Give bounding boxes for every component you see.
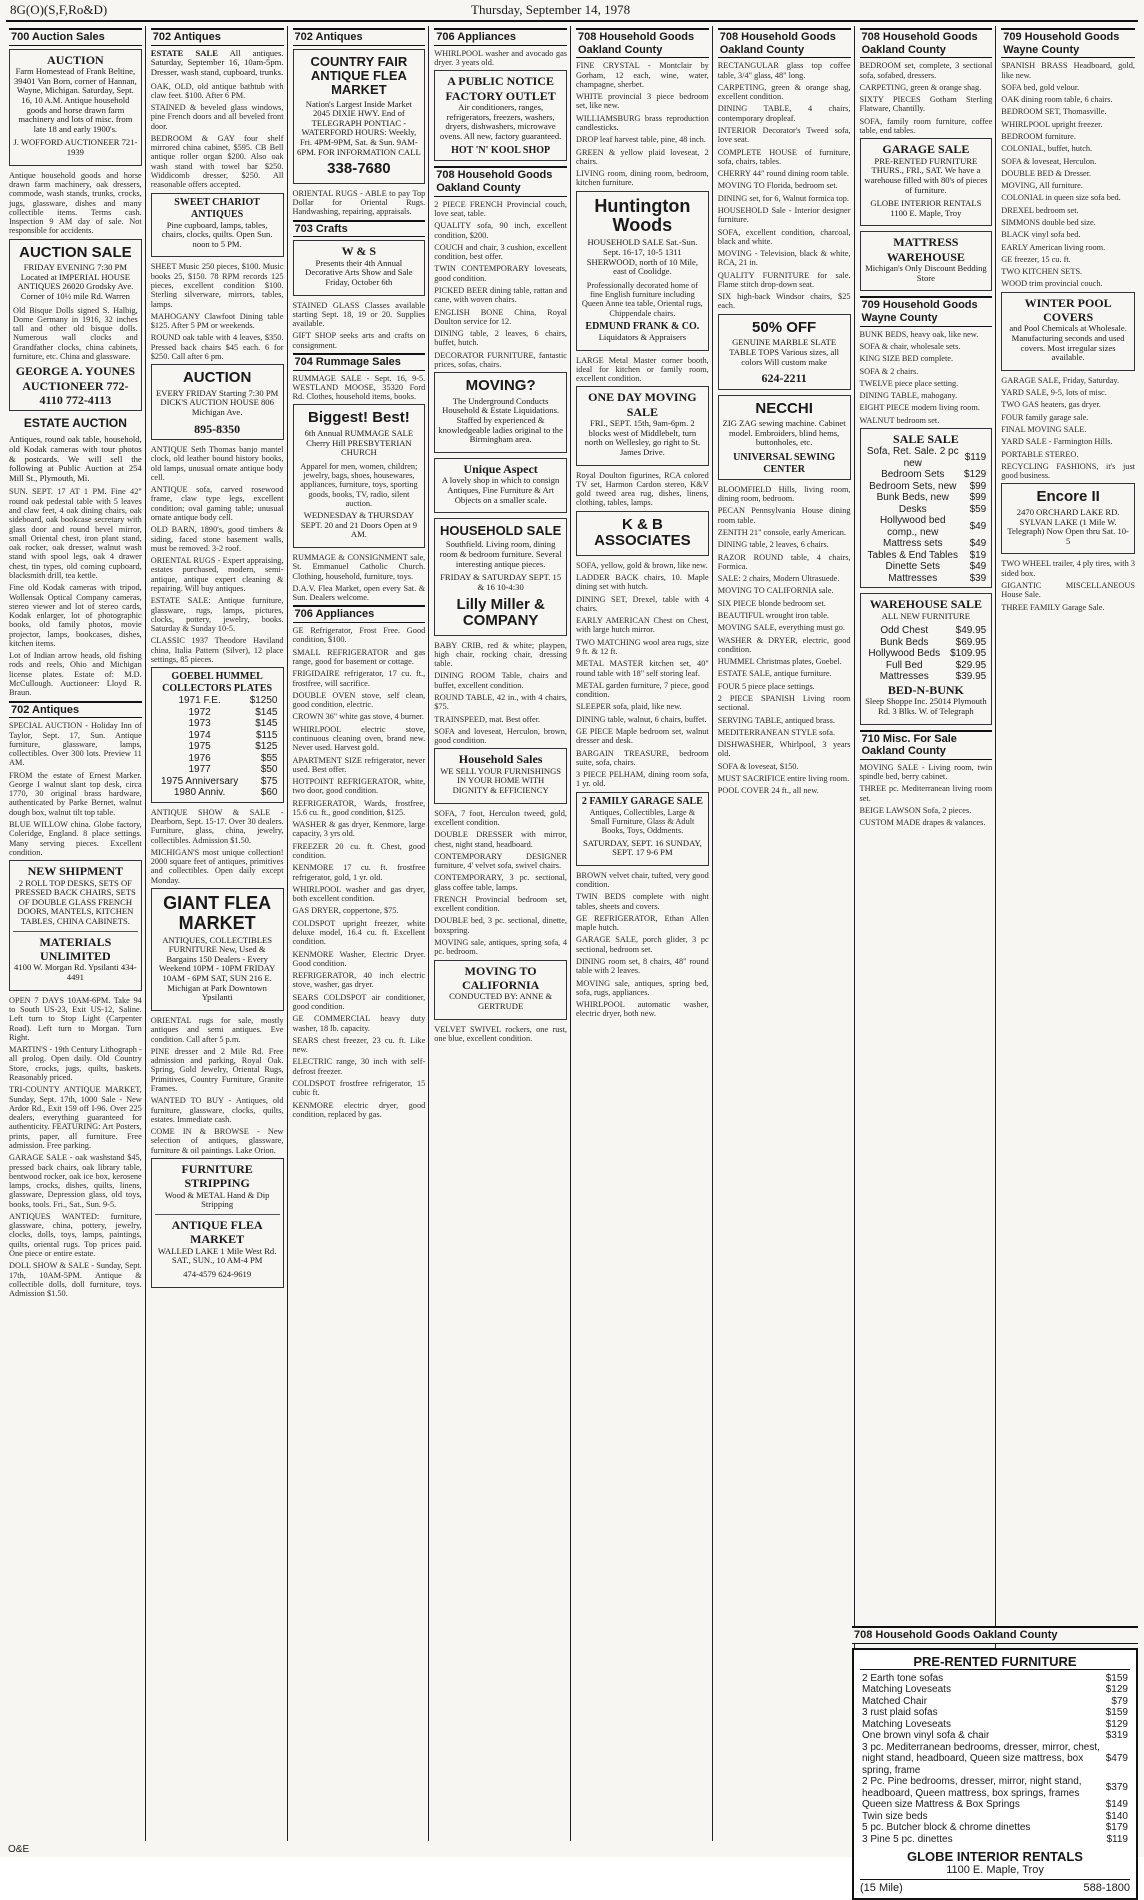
auction-sale-ad: AUCTION SALE FRIDAY EVENING 7:30 PM Located at IMPERIAL HOUSE ANTIQUES 26020 Grodsky Ave. Corner of 10½ mile Rd. Warren Old Bisque Dolls signed S. Halbig, Dome Germany in 1916, 32 inches tall and other old bisque dolls. Numerous wall clocks and Grandfather clocks, china cabinets, furniture, etc. China and glassware. GEORGE A. YOUNES AUCTIONEER 772-4110 772-4113: [9, 239, 142, 412]
ad-body: Nation's Largest Inside Market 2045 DIXIE HWY. End of TELEGRAPH PONTIAC - WATERFORD HOURS: Weekly, Fri. 4PM-9PM, Sat. & Sun. 9AM-6PM. FOR INFORMATION CALL: [297, 98, 421, 157]
ad-contact: J. WOFFORD AUCTIONEER 721-1939: [13, 137, 138, 158]
item-name: 2 Earth tone sofas: [862, 1672, 944, 1684]
item-name: Hollywood bed comp., new: [879, 515, 946, 538]
ad-title: NEW SHIPMENT: [27, 864, 124, 879]
ad-contact: GEORGE A. YOUNES AUCTIONEER 772-4110 772-4113: [15, 364, 135, 408]
ad-title: MOVING TO CALIFORNIA: [461, 963, 540, 992]
item-name: Dinette Sets: [885, 561, 940, 573]
factory-outlet-ad: [434, 70, 567, 161]
column-3: 702 Antiques COUNTRY FAIR ANTIQUE FLEA MARKET Nation's Largest Inside Market 2045 DIXIE HWY. End of TELEGRAPH PONTIAC - WATERFORD HOURS: Weekly, Fri. 4PM-9PM, Sat. & Sun. 9AM-6PM. FOR INFORMATION CALL 338-7680 ORIENTAL RUGS - ABLE to pay Top Dollar for Oriental Rugs. Handwashing, repairing, appraisals. 703 Crafts W & S Presents their 4th Annual Decorative Arts Show and Sale Friday, October 6th STAINED GLASS Classes available starting Sept. 18, 19 or 20. Supplies available. GIFT SHOP seeks arts and crafts on consignment. 704 Rummage Sales RUMMAGE SALE - Sept. 16, 9-5. WESTLAND MOOSE, 35320 Ford Rd. Clothes, household items, books. Biggest! Best! 6th Annual RUMMAGE SALE Cherry Hill PRESBYTERIAN CHURCH Apparel for men, women, children; jewelry, bags, shoes, housewares, appliances, furniture, toys, sporting goods, books, TV, radio, silent auction. WEDNESDAY & THURSDAY SEPT. 20 and 21 Doors Open at 9 AM. RUMMAGE & CONSIGNMENT sale, St. Emmanuel Catholic Church. Clothing, household, furniture, toys. D.A.V. Flea Market, open every Sat. & Sun. Dealers welcome. 706 Appliances GE Refrigerator, Frost Free. Good condition, $100. SMALL REFRIGERATOR and gas range, good for basement or cottage. FRIGIDAIRE refrigerator, 17 cu. ft., frostfree, will sacrifice. DOUBLE OVEN stove, self clean, good condition, electric. CROWN 36" white gas stove, 4 burner. WHIRLPOOL electric stove, continuous cleaning oven, brand new. Never used. Harvest gold. APARTMENT SIZE refrigerator, never used. Best offer. HOTPOINT REFRIGERATOR, white, two door, good condition. REFRIGERATOR, Wards, frostfree, 15.6 cu. ft., good condition, $125. WASHER & gas dryer, Kenmore, large capacity, 3 yrs old. FREEZER 20 cu. ft. Chest, good condition. KENMORE 17 cu. ft. frostfree refrigerator, gold, 1 yr. old. WHIRLPOOL washer and gas dryer, both excellent condition. GAS DRYER, coppertone, $75. COLDSPOT upright freezer, white deluxe model, 16.4 cu. ft. Excellent condition. KENMORE Washer, Electric Dryer. Good condition. REFRIGERATOR, 40 inch electric stove, washer, gas dryer. SEARS COLDSPOT air conditioner, good condition. GE COMMERCIAL heavy duty washer, 18 lb. capacity. SEARS chest freezer, 23 cu. ft. Like new. ELECTRIC range, 30 inch with self-defrost freezer. COLDSPOT frostfree refrigerator, 15 cubic ft. KENMORE electric dryer, good condition, replaced by gas.: [290, 26, 430, 1841]
ad-title: 2 FAMILY GARAGE SALE: [581, 795, 703, 807]
item-name: Matching Loveseats: [862, 1718, 951, 1730]
item-price: $19: [969, 549, 987, 561]
price-row: [860, 1730, 1130, 1742]
ad-title: WINTER POOL COVERS: [1024, 295, 1112, 325]
item-name: 3 Pine 5 pc. dinettes: [862, 1833, 953, 1845]
item-name: Twin size beds: [862, 1810, 928, 1822]
item-name: Queen size Mattress & Box Springs: [862, 1799, 1020, 1811]
item-price: $49: [969, 561, 987, 573]
household-sale-ad: [434, 518, 567, 635]
sale-sale-ad: [860, 428, 993, 588]
price-row: [864, 648, 989, 660]
globe-garage-sale-ad: [860, 138, 993, 226]
ad-title: MATTRESS WAREHOUSE: [886, 235, 965, 264]
price-row: [860, 1834, 1130, 1846]
item-price: $60: [260, 787, 278, 799]
item-name: Mattresses: [879, 671, 929, 683]
hummel-plates-ad: [151, 667, 284, 803]
price-row: [864, 625, 989, 637]
item-name: Mattresses: [888, 572, 938, 584]
classified-columns: [6, 26, 1138, 1841]
price-row: [860, 1673, 1130, 1685]
item-price: $75: [260, 775, 278, 787]
ad-body: FRIDAY EVENING 7:30 PM Located at IMPERIAL HOUSE ANTIQUES 26020 Grodsky Ave. Corner of 10½ mile Rd. Warren: [17, 262, 134, 301]
new-shipment-ad: [9, 860, 142, 991]
ad-body: 2470 ORCHARD LAKE RD. SYLVAN LAKE (1 Mile W. Telegraph) Now Open thru Sat. 10-5: [1007, 506, 1129, 546]
ad-title: AUCTION: [47, 52, 104, 67]
ad-body: Wood & METAL Hand & Dip Stripping: [164, 1189, 270, 1210]
pre-rented-furniture-section: [852, 1624, 1138, 1900]
item-name: Odd Chest: [880, 625, 929, 637]
ad-body: HOUSEHOLD SALE Sat.-Sun. Sept. 16-17, 10-5 1311 SHERWOOD, north of 10 Mile, east of Coolidge.: [586, 237, 698, 277]
ad-body: Presents their 4th Annual Decorative Arts Show and Sale Friday, October 6th: [305, 257, 413, 287]
item-price: $129: [964, 469, 987, 481]
pre-rented-price-table: [860, 1673, 1130, 1846]
item-price: $109.95: [950, 648, 987, 660]
item-price: $159: [1105, 1707, 1128, 1719]
ad-phone: 895-8350: [194, 421, 241, 436]
ad-body: Farm Homestead of Frank Beltine, 39401 Van Born, corner of Hannan, Wayne, Michigan. Saturday, Sept. 16, 10 A.M. Antique household goods and horse drawn farm machinery and lots of misc. from late 18 and early 1900's.: [14, 66, 137, 134]
section-heading: 709 Household Goods Wayne County: [860, 296, 993, 326]
price-row: [155, 753, 280, 765]
ad-phone: 474-4579 624-9619: [183, 1268, 252, 1279]
column-5: 708 Household Goods Oakland County FINE CRYSTAL - Montclair by Gorham, 12 each, wine, water, champagne, sherbet. WHITE provincial 3 piece bedroom set, like new. WILLIAMSBURG brass reproduction candlesticks. DROP leaf harvest table, pine, 48 inch. GREEN & yellow plaid loveseat, 2 chairs. LIVING room, dining room, bedroom, kitchen furniture. Huntington Woods HOUSEHOLD SALE Sat.-Sun. Sept. 16-17, 10-5 1311 SHERWOOD, north of 10 Mile, east of Coolidge. Professionally decorated home of fine English furniture including Queen Anne tea table, Oriental rugs, Chippendale chairs. EDMUND FRANK & CO. Liquidators & Appraisers LARGE Metal Master corner booth, ideal for kitchen or family room, excellent condition. ONE DAY MOVING SALE FRI., SEPT. 15th, 9am-6pm. 2 blocks west of Middlebelt, turn north on Wellesley, go right to St. James Drive. Royal Doulton figurines, RCA colored TV set, Harmon Cardon stereo, K&V gold tweed area rug, dishes, linens, clothing, tables, lamps. K & B ASSOCIATES SOFA, yellow, gold & brown, like new. LADDER BACK chairs, 10. Maple dining set with hutch. DINING SET, Drexel, table with 4 chairs. EARLY AMERICAN Chest on Chest, with large hutch mirror. TWO MATCHING wool area rugs, size 9 ft. & 12 ft. METAL MASTER kitchen set, 40" round table with 18" self storing leaf. METAL garden furniture, 7 piece, good condition. SLEEPER sofa, plaid, like new. DINING table, walnut, 6 chairs, buffet. GE PIECE Maple bedroom set, walnut dresser and desk. BARGAIN TREASURE, bedroom suite, sofa, chairs. 3 PIECE PELHAM, dining room sofa, 1 yr. old. 2 FAMILY GARAGE SALE Antiques, Collectibles, Large & Small Furniture, Glass & Adult Books, Toys, Oddments. SATURDAY, SEPT. 16 SUNDAY, SEPT. 17 9-6 PM BROWN velvet chair, tufted, very good condition. TWIN BEDS complete with night tables, sheets and covers. GE REFRIGERATOR, Ethan Allen maple hutch. GARAGE SALE, porch glider, 3 pc sectional, bedroom set. DINING room set, 8 chairs, 48" round table with 2 leaves. MOVING sale, antiques, spring bed, sofa, rugs, appliances. WHIRLPOOL automatic washer, electric dryer, both new.: [573, 26, 713, 1841]
ad-title: HOUSEHOLD SALE: [439, 523, 562, 539]
item-price: $39.95: [955, 671, 987, 683]
moving-california-ad: [434, 960, 567, 1020]
item-name: Sofa, Ret. Sale. 2 pc new: [866, 446, 959, 469]
item-name: Bunk Beds: [880, 636, 929, 648]
ad-store: UNIVERSAL SEWING CENTER: [733, 451, 836, 475]
price-row: [860, 1742, 1130, 1777]
ad-dates: FRIDAY & SATURDAY SEPT. 15 & 16 10-4:30: [440, 572, 562, 592]
ad-body: The Underground Conducts Household & Estate Liquidations. Staffed by experienced & knowledgeable ladies original to the Birmingham area.: [438, 395, 563, 445]
ad-company: Lilly Miller & COMPANY: [456, 595, 545, 630]
ad-company: EDMUND FRANK & CO.: [585, 320, 700, 332]
ad-phone: 338-7680: [327, 160, 391, 178]
ad-body: 2 ROLL TOP DESKS, SETS OF PRESSED BACK CHAIRS, SETS OF DOUBLE GLASS FRENCH DOORS, MANTELS, KITCHEN TABLES, CHINA CABINETS.: [14, 877, 136, 927]
item-price: $115: [255, 729, 278, 741]
item-price: $129: [1105, 1718, 1128, 1730]
item-price: $55: [260, 752, 278, 764]
ad-subtitle: ALL NEW FURNITURE: [881, 610, 971, 621]
item-name: 3 rust plaid sofas: [862, 1707, 938, 1719]
price-row: [864, 561, 989, 573]
section-heading: 709 Household Goods Wayne County: [1001, 28, 1135, 58]
ad-title: WAREHOUSE SALE: [869, 597, 983, 612]
item-name: 3 pc. Mediterranean bedrooms, dresser, mirror, chest, night stand, headboard, Queen size mattress, box spring, frame: [862, 1741, 1100, 1776]
item-price: $179: [1105, 1822, 1128, 1834]
price-row: [860, 1719, 1130, 1731]
ad-title: Household Sales: [458, 752, 543, 767]
ad-body: PRE-RENTED FURNITURE THURS., FRI., SAT. We have a warehouse filled with 80's of pieces of furniture.: [864, 155, 988, 195]
item-name: Bedroom Sets, new: [869, 480, 957, 492]
section-heading: 706 Appliances: [434, 28, 567, 46]
item-price: $479: [1105, 1753, 1128, 1765]
section-heading: 708 Household Goods Oakland County: [718, 28, 851, 58]
column-4: 706 Appliances WHIRLPOOL washer and avocado gas dryer. 3 years old. A PUBLIC NOTICE FACTORY OUTLET Air conditioners, ranges, refrigerators, freezers, washers, dryers, dishwashers, microwave ovens. All new, factory guaranteed. HOT 'N' KOOL SHOP 708 Household Goods Oakland County 2 PIECE FRENCH Provincial couch, love seat, table. QUALITY sofa, 90 inch, excellent condition, $200. COUCH and chair, 3 cushion, excellent condition, best offer. TWIN CONTEMPORARY loveseats, good condition. PICKED BEER dining table, rattan and cane, with woven chairs. ENGLISH BONE China, Royal Doulton service for 12. DINING table, 2 leaves, 6 chairs, buffet, hutch. DECORATOR FURNITURE, fantastic prices, sofas, chairs. MOVING? The Underground Conducts Household & Estate Liquidations. Staffed by experienced & knowledgeable ladies original to the Birmingham area. Unique Aspect A lovely shop in which to consign Antiques, Fine Furniture & Art Objects on a smaller scale. HOUSEHOLD SALE Southfield. Living room, dining room & bedroom furniture. Several interesting antique pieces. FRIDAY & SATURDAY SEPT. 15 & 16 10-4:30 Lilly Miller & COMPANY BABY CRIB, red & white; playpen, high chair, rocking chair, dressing table. DINING ROOM Table, chairs and buffet, excellent condition. ROUND TABLE, 42 in., with 4 chairs, $75. TRAINSPEED, mat. Best offer. SOFA and loveseat, Herculon, brown, good condition. Household Sales WE SELL YOUR FURNISHINGS IN YOUR HOME WITH DIGNITY & EFFICIENCY SOFA, 7 foot, Herculon tweed, gold, excellent condition. DOUBLE DRESSER with mirror, chest, night stand, headboard. CONTEMPORARY DESIGNER furniture, 4' velvet sofa, swivel chairs. CONTEMPORARY, 3 pc. sectional, glass coffee table, lamps. FRENCH Provincial bedroom set, excellent condition. DOUBLE bed, 3 pc. sectional, dinette, boxspring. MOVING sale, antiques, spring sofa, 4 pc. bedroom. MOVING TO CALIFORNIA CONDUCTED BY: ANNE & GERTRUDE VELVET SWIVEL rockers, one rust, one blue, excellent condition.: [431, 26, 571, 1841]
furniture-stripping-ad: [151, 1158, 284, 1288]
item-price: $119: [964, 452, 987, 464]
section-heading: 702 Antiques: [293, 28, 426, 46]
item-price: $79: [1111, 1695, 1128, 1707]
ad-title: K & B ASSOCIATES: [594, 515, 691, 550]
column-8: 709 Household Goods Wayne County SPANISH BRASS Headboard, gold, like new. SOFA bed, gold velour. OAK dining room table, 6 chairs. BEDROOM SET, Thomasville. WHIRLPOOL upright freezer. BEDROOM furniture. COLONIAL, buffet, hutch. SOFA & loveseat, Herculon. DOUBLE BED & Dresser. MOVING, All furniture. COLONIAL in queen size sofa bed. DREXEL bedroom set. SIMMONS double bed size. BLACK vinyl sofa bed. EARLY American living room. GE freezer, 15 cu. ft. TWO KITCHEN SETS. WOOD trim provincial couch. WINTER POOL COVERS and Pool Chemicals at Wholesale. Manufacturing seconds and used covers. Most irregular sizes available. GARAGE SALE, Friday, Saturday. YARD SALE, 9-5, lots of misc. TWO GAS heaters, gas dryer. FOUR family garage sale. FINAL MOVING SALE. YARD SALE - Farmington Hills. PORTABLE STEREO. RECYCLING FASHIONS, it's just good business. Encore II 2470 ORCHARD LAKE RD. SYLVAN LAKE (1 Mile W. Telegraph) Now Open thru Sat. 10-5 TWO WHEEL trailer, 4 ply tires, with 3 sided box. GIGANTIC MISCELLANEOUS House Sale. THREE FAMILY Garage Sale.: [998, 26, 1138, 1841]
rummage-sale-ad: Biggest! Best! 6th Annual RUMMAGE SALE Cherry Hill PRESBYTERIAN CHURCH Apparel for men, women, children; jewelry, bags, shoes, housewares, appliances, furniture, toys, sporting goods, books, TV, radio, silent auction. WEDNESDAY & THURSDAY SEPT. 20 and 21 Doors Open at 9 AM.: [293, 404, 426, 548]
ad-text: All antiques. Saturday, September 16, 10am-5pm. Dresser, wash stand, cupboard, trunks.: [150, 47, 284, 77]
item-price: $319: [1105, 1730, 1128, 1742]
ad-title: Huntington Woods: [594, 195, 691, 236]
item-name: Hollywood Beds: [868, 648, 941, 660]
item-name: Bunk Beds, new: [876, 492, 949, 504]
item-price: $119: [1106, 1833, 1128, 1845]
item-price: $149: [1105, 1799, 1128, 1811]
price-row: [155, 730, 280, 742]
item-name: 1976: [188, 752, 211, 764]
two-family-garage-sale-ad: 2 FAMILY GARAGE SALE Antiques, Collectibles, Large & Small Furniture, Glass & Adult Books, Toys, Oddments. SATURDAY, SEPT. 16 SUNDAY, SEPT. 17 9-6 PM: [576, 792, 709, 866]
ad-footer-line: [860, 1879, 1130, 1894]
price-row: [864, 637, 989, 649]
ad-title: NECCHI: [755, 399, 813, 417]
item-name: 1980 Anniv.: [173, 787, 226, 799]
ad-body: EVERY FRIDAY Starting 7:30 PM DICK'S AUCTION HOUSE 806 Michigan Ave.: [156, 387, 279, 418]
price-row: [155, 787, 280, 799]
ad-title: A PUBLIC NOTICE FACTORY OUTLET: [445, 74, 556, 103]
item-name: 1972: [188, 706, 211, 718]
ad-body: Southfield. Living room, dining room & bedroom furniture. Several interesting antique pieces.: [439, 539, 562, 569]
price-row: [864, 660, 989, 672]
price-row: [864, 492, 989, 504]
necchi-ad: [718, 395, 851, 480]
price-row: [864, 469, 989, 481]
auction-ad: [9, 49, 142, 166]
one-day-moving-sale-ad: [576, 386, 709, 465]
ad-body: WALLED LAKE 1 Mile West Rd. SAT., SUN., 10 AM-4 PM: [157, 1245, 277, 1266]
ad-location-note: (15 Mile): [860, 1882, 903, 1895]
ad-phone: 588-1800: [1083, 1882, 1130, 1895]
item-price: $129: [1105, 1684, 1128, 1696]
ad-title: Unique Aspect: [463, 461, 538, 476]
ad-address: 4100 W. Morgan Rd. Ypsilanti 434-4491: [14, 962, 137, 983]
item-price: $69.95: [955, 636, 987, 648]
ad-phone: 624-2211: [761, 371, 807, 386]
warehouse-sale-ad: [860, 593, 993, 724]
item-price: $1250: [249, 695, 278, 707]
price-row: [864, 573, 989, 585]
huntington-woods-ad: Huntington Woods HOUSEHOLD SALE Sat.-Sun. Sept. 16-17, 10-5 1311 SHERWOOD, north of 10 Mile, east of Coolidge. Professionally decorated home of fine English furniture including Queen Anne tea table, Oriental rugs, Chippendale chairs. EDMUND FRANK & CO. Liquidators & Appraisers: [576, 191, 709, 351]
ad-title: PRE-RENTED FURNITURE: [860, 1654, 1130, 1670]
item-name: 1974: [188, 729, 211, 741]
warehouse-price-table: [864, 625, 989, 683]
section-heading: 708 Household Goods Oakland County: [576, 28, 709, 58]
ad-body: GENUINE MARBLE SLATE TABLE TOPS Various sizes, all colors Will custom make: [729, 337, 840, 367]
price-row: [864, 671, 989, 683]
item-price: $39: [969, 572, 987, 584]
price-row: [155, 741, 280, 753]
ad-title: Biggest! Best!: [308, 409, 410, 427]
ad-body: ZIG ZAG sewing machine. Cabinet model. Embroiders, blind hems, buttonholes, etc.: [722, 418, 846, 448]
ad-company-sub: Liquidators & Appraisers: [598, 331, 687, 342]
price-row: [860, 1707, 1130, 1719]
ad-heading: ESTATE AUCTION: [23, 416, 127, 431]
item-price: $145: [255, 718, 278, 730]
ad-store: BED-N-BUNK: [887, 682, 964, 697]
column-6: 708 Household Goods Oakland County RECTANGULAR glass top coffee table, 3/4" glass, 48" long. CARPETING, green & orange shag, excellent condition. DINING TABLE, 4 chairs, contemporary dropleaf. INTERIOR Decorator's Tweed sofa, love seat. COMPLETE HOUSE of furniture, sofa, chairs, tables. CHERRY 44" round dining room table. MOVING TO Florida, bedroom set. DINING set, for 6, Walnut formica top. HOUSEHOLD Sale - Interior designer furniture. SOFA, excellent condition, charcoal, black and white. MOVING - Television, black & white, RCA, 21 in. QUALITY FURNITURE for sale. Flame stitch drop-down seat. SIX high-back Windsor chairs, $25 each. 50% OFF GENUINE MARBLE SLATE TABLE TOPS Various sizes, all colors Will custom make 624-2211 NECCHI ZIG ZAG sewing machine. Cabinet model. Embroiders, blind hems, buttonholes, etc. UNIVERSAL SEWING CENTER BLOOMFIELD Hills, living room, dining room, bedroom. PECAN Pennsylvania House dining room table. ZENITH 21" console, early American. DINING table, 2 leaves, 6 chairs. RAZOR ROUND table, 4 chairs, Formica. SALE: 2 chairs, Modern Ultrasuede. MOVING TO CALIFORNIA sale. SIX PIECE blonde bedroom set. BEAUTIFUL wrought iron table. MOVING SALE, everything must go. WASHER & DRYER, electric, good condition. HUMMEL Christmas plates, Goebel. ESTATE SALE, antique furniture. FOUR 5 piece place settings. 2 PIECE SPANISH Living room sectional. SERVING TABLE, antiqued brass. MEDITERRANEAN STYLE sofa. DISHWASHER, Whirlpool, 3 years old. SOFA & loveseat, $150. MUST SACRIFICE entire living room. POOL COVER 24 ft., all new.: [715, 26, 855, 1841]
ad-title: Encore II: [1036, 488, 1100, 506]
item-name: 1973: [188, 718, 211, 730]
ad-body: Antiques, round oak table, household, old Kodak cameras with tour photos & postcards. We will sell the following at Public Auction at 254 Mill St., Plymouth, Mi.: [9, 434, 142, 483]
ad-store: GLOBE INTERIOR RENTALS 1100 E. Maple, Troy: [870, 198, 982, 218]
item-name: 5 pc. Butcher block & chrome dinettes: [862, 1822, 1031, 1834]
price-row: [860, 1696, 1130, 1708]
ad-store: HOT 'N' KOOL SHOP: [451, 145, 551, 157]
item-price: $49: [969, 521, 987, 533]
ad-address: Sleep Shoppe Inc. 25014 Plymouth Rd. 3 Blks. W. of Telegraph: [865, 696, 987, 716]
section-heading: 710 Misc. For Sale Oakland County: [860, 730, 993, 760]
price-row: [860, 1811, 1130, 1823]
ad-address: 1100 E. Maple, Troy: [946, 1864, 1044, 1877]
section-heading: 708 Household Goods Oakland County: [860, 28, 993, 58]
section-heading: 708 Household Goods Oakland County: [852, 1626, 1138, 1644]
item-name: Desks: [898, 503, 927, 515]
ad-store: MATERIALS UNLIMITED: [39, 934, 112, 964]
item-name: Full Bed: [885, 659, 923, 671]
ad-body: [151, 49, 284, 78]
item-name: Matched Chair: [862, 1695, 928, 1707]
price-row: [155, 718, 280, 730]
price-row: [864, 481, 989, 493]
price-row: [155, 695, 280, 707]
item-price: $49.95: [955, 625, 987, 637]
ad-contact: CONDUCTED BY: ANNE & GERTRUDE: [449, 991, 553, 1011]
ad-title: SALE SALE: [893, 431, 959, 446]
section-heading: 702 Antiques: [151, 28, 284, 46]
ad-title: SWEET CHARIOT ANTIQUES: [174, 196, 260, 220]
ad-title: W & S: [341, 244, 377, 259]
section-heading: 708 Household Goods Oakland County: [434, 166, 567, 196]
ad-title: GARAGE SALE: [882, 142, 970, 157]
price-row: [860, 1684, 1130, 1696]
ad-title: ANTIQUE FLEA MARKET: [171, 1217, 263, 1247]
item-name: 1975 Anniversary: [160, 775, 239, 787]
country-fair-ad: [293, 49, 426, 184]
dicks-auction-ad: [151, 364, 284, 440]
ad-title: GOEBEL HUMMEL COLLECTORS PLATES: [162, 671, 273, 695]
pre-rented-furniture-ad: [852, 1648, 1138, 1900]
item-price: $29.95: [955, 659, 987, 671]
item-price: $379: [1105, 1781, 1128, 1793]
item-name: 1975: [188, 741, 211, 753]
price-row: [155, 707, 280, 719]
encore-ad: [1001, 483, 1135, 554]
item-price: $49: [969, 538, 987, 550]
ad-title: MOVING?: [465, 377, 536, 395]
item-name: 2 Pc. Pine bedrooms, dresser, mirror, night stand, headboard, Queen mattress, box springs, frames: [862, 1776, 1082, 1799]
crafts-show-ad: [293, 240, 426, 295]
item-name: One brown vinyl sofa & chair: [862, 1730, 990, 1742]
ad-dates: SATURDAY, SEPT. 16 SUNDAY, SEPT. 17 9-6 PM: [582, 837, 702, 858]
giant-flea-market-ad: [151, 888, 284, 1011]
price-row: [155, 764, 280, 776]
item-price: $125: [255, 741, 278, 753]
ad-title: COUNTRY FAIR ANTIQUE FLEA MARKET: [310, 53, 408, 98]
winter-pool-covers-ad: [1001, 292, 1135, 371]
item-price: $145: [255, 706, 278, 718]
k-and-b-ad: [576, 511, 709, 556]
ad-title: 50% OFF: [752, 318, 817, 336]
price-row: [864, 515, 989, 538]
item-name: 1977: [188, 764, 211, 776]
price-row: [864, 538, 989, 550]
section-heading: 704 Rummage Sales: [293, 353, 426, 371]
page-header: [6, 4, 1138, 22]
price-row: [155, 776, 280, 788]
ad-body: Air conditioners, ranges, refrigerators, freezers, washers, dryers, dishwashers, microwave ovens. All new, factory guaranteed.: [439, 101, 562, 141]
column-7: 708 Household Goods Oakland County BEDROOM set, complete, 3 sectional sofa, sofabed, dressers. CARPETING, green & orange shag. SIXTY PIECES Gotham Sterling Flatware, Chantilly. SOFA, family room furniture, coffee table, end tables. GARAGE SALE PRE-RENTED FURNITURE THURS., FRI., SAT. We have a warehouse filled with 80's of pieces of furniture. GLOBE INTERIOR RENTALS 1100 E. Maple, Troy MATTRESS WAREHOUSE Michigan's Only Discount Bedding Store 709 Household Goods Wayne County BUNK BEDS, heavy oak, like new. SOFA & chair, wholesale sets. KING SIZE BED complete. SOFA & 2 chairs. TWELVE piece place setting. DINING TABLE, mahogany. EIGHT PIECE modern living room. WALNUT bedroom set. SALE SALE Sofa, Ret. Sale. 2 pc new $119 Bedroom Sets $129 Bedroom Sets, new $99 Bunk Beds, new $99 Desks $59 Hollywood bed comp., new $49 Mattress sets $49 Tables & End Tables $19 Dinette Sets $49 Mattresses $39 WAREHOUSE SALE ALL NEW FURNITURE Odd Chest $49.95 Bunk Beds $69.95 Hollywood Beds $109.95 Full Bed $29.95 Mattresses $39.95 BED-N-BUNK Sleep Shoppe Inc. 25014 Plymouth Rd. 3 Blks. W. of Telegraph 710 Misc. For Sale Oakland County MOVING SALE - Living room, twin spindle bed, berry cabinet. THREE pc. Mediterranean living room set. BEIGE LAWSON Sofa, 2 pieces. CUSTOM MADE drapes & valances.: [857, 26, 997, 1841]
item-name: Mattress sets: [883, 538, 943, 550]
page-footer-mark: O&E: [8, 1844, 30, 1855]
item-price: $159: [1105, 1672, 1128, 1684]
ad-body: FRI., SEPT. 15th, 9am-6pm. 2 blocks west of Middlebelt, turn north on Wellesley, go right to St. James Drive.: [584, 418, 701, 457]
price-row: [864, 550, 989, 562]
page-date: Thursday, September 14, 1978: [471, 2, 631, 17]
ad-body: WE SELL YOUR FURNISHINGS IN YOUR HOME WITH DIGNITY & EFFICIENCY: [440, 765, 562, 796]
ad-title: GIANT FLEA MARKET: [163, 893, 272, 933]
ad-body: ANTIQUES, COLLECTIBLES FURNITURE New, Used & Bargains 150 Dealers - Every Weekend 10PM - 10PM FRIDAY 10AM - 6PM SAT, SUN 216 E. Michigan at Park Downtown Ypsilanti: [158, 934, 276, 1003]
unique-aspect-ad: [434, 458, 567, 513]
item-name: Bedroom Sets: [881, 469, 945, 481]
column-1: 700 Auction Sales AUCTION Farm Homestead of Frank Beltine, 39401 Van Born, corner of Hannan, Wayne, Michigan. Saturday, Sept. 16, 10 A.M. Antique household goods and horse drawn farm machinery and lots of misc. from late 18 and early 1900's. J. WOFFORD AUCTIONEER 721-1939 Antique household goods and horse drawn farm machinery, oak dressers, commode, wash stands, trunks, crocks, jugs, glassware, dishes and many collectible items. Terms cash. Inspection 9 AM day of sale. Not responsible for accidents. AUCTION SALE FRIDAY EVENING 7:30 PM Located at IMPERIAL HOUSE ANTIQUES 26020 Grodsky Ave. Corner of 10½ mile Rd. Warren Old Bisque Dolls signed S. Halbig, Dome Germany in 1916, 32 inches tall and other old bisque dolls. Numerous wall clocks and Grandfather clocks, china cabinets, furniture, etc. China and glassware. GEORGE A. YOUNES AUCTIONEER 772-4110 772-4113 ESTATE AUCTION Antiques, round oak table, household, old Kodak cameras with tour photos & postcards. We will sell the following at Public Auction at 254 Mill St., Plymouth, Mi. SUN. SEPT. 17 AT 1 PM. Fine 42" round oak pedestal table with 5 leaves and claw feet, 4 oak dining chairs, oak sideboard, oak bookcase secretary with glass door and round bevel mirror, small Oriental chest, iron plant stand, oak rocker, oak dresser, walnut wash stand with spool legs, oak 4 drawer chest, tin types, old coming cupboard, blacksmith drill, tea kettle. Fine old Kodak cameras with tripod, Wollensak Optical Company cameras, stereo viewer and lot of stereo cards, Kodak enlarger, lot of photographic books, old family photos, movie projector, lamps, bookcases, dishes, kitchen items. Lot of Indian arrow heads, old fishing rods and reels, Ohio and Michigan license plates. Estate of: M.D. McCullough. Auctioneer: Lloyd R. Braun. 702 Antiques SPECIAL AUCTION - Holiday Inn of Taylor, Sept. 17, Sun. Antique furniture, glassware, lamps, collectibles. Over 300 lots. Preview 11 AM. FROM the estate of Ernest Marker. George I walnut slant top desk, circa 1770, 30 original brass hardware, authenticated by Parke Bernet, walnut dough box, walnut tilt top table. BLUE WILLOW china. Globe factory, Coleridge, England. 8 place settings. Many serving pieces. Excellent condition. NEW SHIPMENT 2 ROLL TOP DESKS, SETS OF PRESSED BACK CHAIRS, SETS OF DOUBLE GLASS FRENCH DOORS, MANTELS, KITCHEN TABLES, CHINA CABINETS. MATERIALS UNLIMITED 4100 W. Morgan Rd. Ypsilanti 434-4491 OPEN 7 DAYS 10AM-6PM. Take 94 to South US-23, Exit US-12, Saline. Left turn to Stop Light (Carpenter Road). Left turn to Morgan. Turn Right. MARTIN'S - 19th Century Lithograph - all prolog. Open daily. Old Country Store, crocks, jugs, quilts, baskets. Reasonably priced. TRI-COUNTY ANTIQUE MARKET, Sunday, Sept. 17th, 1000 Sale - New Ardor Rd., Exit 159 off I-96. Over 225 dealers, everything guaranteed for authenticity. FEATURING: Art Posters, prints, paper, all furniture. Free admission. Free parking. GARAGE SALE - oak washstand $45, pressed back chairs, oak library table, bentwood rocker, oak ice box, kerosene lamps, crocks, dishes, quilts, linens, glassware, Depression glass, old toys, books, tools. Fri., Sat., Sun. 9-5. ANTIQUES WANTED: furniture, glassware, china, pottery, jewelry, clocks, dolls, toys, lamps, paintings, quilts, oriental rugs. Top prices paid. One piece or entire estate. DOLL SHOW & SALE - Sunday, Sept. 17th, 10AM-5PM. Antique & collectible dolls, doll furniture, toys. Admission $1.50.: [6, 26, 146, 1841]
ad-title: ESTATE SALE: [150, 47, 218, 58]
section-heading: 700 Auction Sales: [9, 28, 142, 46]
section-heading: 702 Antiques: [9, 701, 142, 719]
section-heading: 706 Appliances: [293, 605, 426, 623]
item-price: $99: [969, 480, 987, 492]
ad-body: A lovely shop in which to consign Antiques, Fine Furniture & Art Objects on a smaller scale.: [441, 475, 560, 505]
ad-dates: WEDNESDAY & THURSDAY SEPT. 20 and 21 Doors Open at 9 AM.: [300, 510, 418, 540]
hummel-price-table: [155, 695, 280, 799]
mattress-warehouse-ad: [860, 231, 993, 291]
ad-body: Pine cupboard, lamps, tables, chairs, clocks, quilts. Open Sun. noon to 5 PM.: [161, 219, 273, 249]
price-row: [864, 446, 989, 469]
item-price: $50: [260, 764, 278, 776]
item-price: $99: [969, 492, 987, 504]
ad-title: FURNITURE STRIPPING: [181, 1161, 253, 1191]
ad-store: GLOBE INTERIOR RENTALS: [907, 1849, 1083, 1865]
sale-price-table: [864, 446, 989, 584]
price-row: [860, 1776, 1130, 1799]
item-name: Matching Loveseats: [862, 1684, 951, 1696]
item-name: Tables & End Tables: [867, 549, 958, 561]
sweet-chariot-ad: [151, 193, 284, 258]
price-row: [860, 1799, 1130, 1811]
marble-tops-ad: [718, 314, 851, 390]
ad-title: AUCTION SALE: [19, 243, 132, 261]
section-heading: 703 Crafts: [293, 220, 426, 238]
price-row: [860, 1822, 1130, 1834]
item-price: $140: [1105, 1810, 1128, 1822]
ad-body: Michigan's Only Discount Bedding Store: [865, 263, 987, 283]
ad-body: 6th Annual RUMMAGE SALE Cherry Hill PRESBYTERIAN CHURCH: [304, 427, 414, 458]
price-row: [864, 504, 989, 516]
ad-title: AUCTION: [182, 369, 252, 387]
item-name: 1971 F.E.: [178, 695, 221, 707]
household-sales-ad: [434, 748, 567, 803]
ad-title: ONE DAY MOVING SALE: [588, 390, 697, 419]
item-price: $59: [969, 503, 987, 515]
ad-body: and Pool Chemicals at Wholesale. Manufacturing seconds and used covers. Most irregular sizes available.: [1009, 323, 1127, 363]
column-2: 702 Antiques ESTATE SALE All antiques. Saturday, September 16, 10am-5pm. Dresser, wash stand, cupboard, trunks. OAK, OLD, old antique bathtub with claw feet. $100. After 6 PM. STAINED & beveled glass windows, pine French doors and all beveled front door. BEDROOM & GAY four shelf mirrored china cabinet, $595. CB Bell antique roller organ $200. Also oak wash stand with towel bar $250. Widdicomb dresser, $250. All reasonable offers accepted. SWEET CHARIOT ANTIQUES Pine cupboard, lamps, tables, chairs, clocks, quilts. Open Sun. noon to 5 PM. SHEET Music 250 pieces, $100. Music books 25, $150. 78 RPM records 125 pieces, excellent condition $100. Sterling silverware, mirrors, tables, lamps. MAHOGANY Clawfoot Dining table $125. After 5 PM or weekends. ROUND oak table with 4 leaves, $350. Pressed back chairs $45 each. 6 for $250. Call after 6 pm. AUCTION EVERY FRIDAY Starting 7:30 PM DICK'S AUCTION HOUSE 806 Michigan Ave. 895-8350 ANTIQUE Seth Thomas banjo mantel clock, old leather bound history books, old lamps, unusual ornate antique body cell. ANTIQUE sofa, carved rosewood frame, claw type legs, excellent condition; oval gaming table; unusual ornate antique body cell. OLD BARN, 1890's, good timbers & siding, faced stone basement walls, must be removed. 3-2 roof. ORIENTAL RUGS - Expert appraising, estates purchased, modern, semi-antique, antique expert cleaning & repairing. Will buy antiques. ESTATE SALE: Antique furniture, glassware, rugs, lamps, pictures, clocks, pottery, jewelry, books. Saturday & Sunday 10-5. CLASSIC 1937 Theodore Haviland china, Italia Pattern (Silver), 12 place settings, 85 pieces. GOEBEL HUMMEL COLLECTORS PLATES 1971 F.E. $1250 1972 $145 1973 $145 1974 $115 1975 $125 1976 $55 1977 $50 1975 Anniversary $75 1980 Anniv. $60 ANTIQUE SHOW & SALE - Dearborn, Sept. 15-17. Over 30 dealers. Furniture, glass, china, jewelry, collectibles. Admission $1.50. MICHIGAN'S most unique collection! 2000 square feet of antiques, primitives and collectibles. Open daily except Monday. GIANT FLEA MARKET ANTIQUES, COLLECTIBLES FURNITURE New, Used & Bargains 150 Dealers - Every Weekend 10PM - 10PM FRIDAY 10AM - 6PM SAT, SUN 216 E. Michigan at Park Downtown Ypsilanti ORIENTAL rugs for sale, mostly antiques and semi antiques. Eve condition. Call after 5 p.m. PINE dresser and 2 Mile Rd. Free admission and parking, Royal Oak. Spring, Gold Jewelry, Oriental Rugs, Primitives, Country Furniture, Granite Frames. WANTED TO BUY - Antiques, old furniture, glassware, clocks, quilts, estates. Immediate cash. COME IN & BROWSE - New selection of antiques, glassware, furniture & oil paintings. Lake Orion. FURNITURE STRIPPING Wood & METAL Hand & Dip Stripping ANTIQUE FLEA MARKET WALLED LAKE 1 Mile West Rd. SAT., SUN., 10 AM-4 PM 474-4579 624-9619: [148, 26, 288, 1841]
page-edition-code: 8G(O)(S,F,Ro&D): [10, 2, 108, 17]
moving-underground-ad: [434, 372, 567, 453]
